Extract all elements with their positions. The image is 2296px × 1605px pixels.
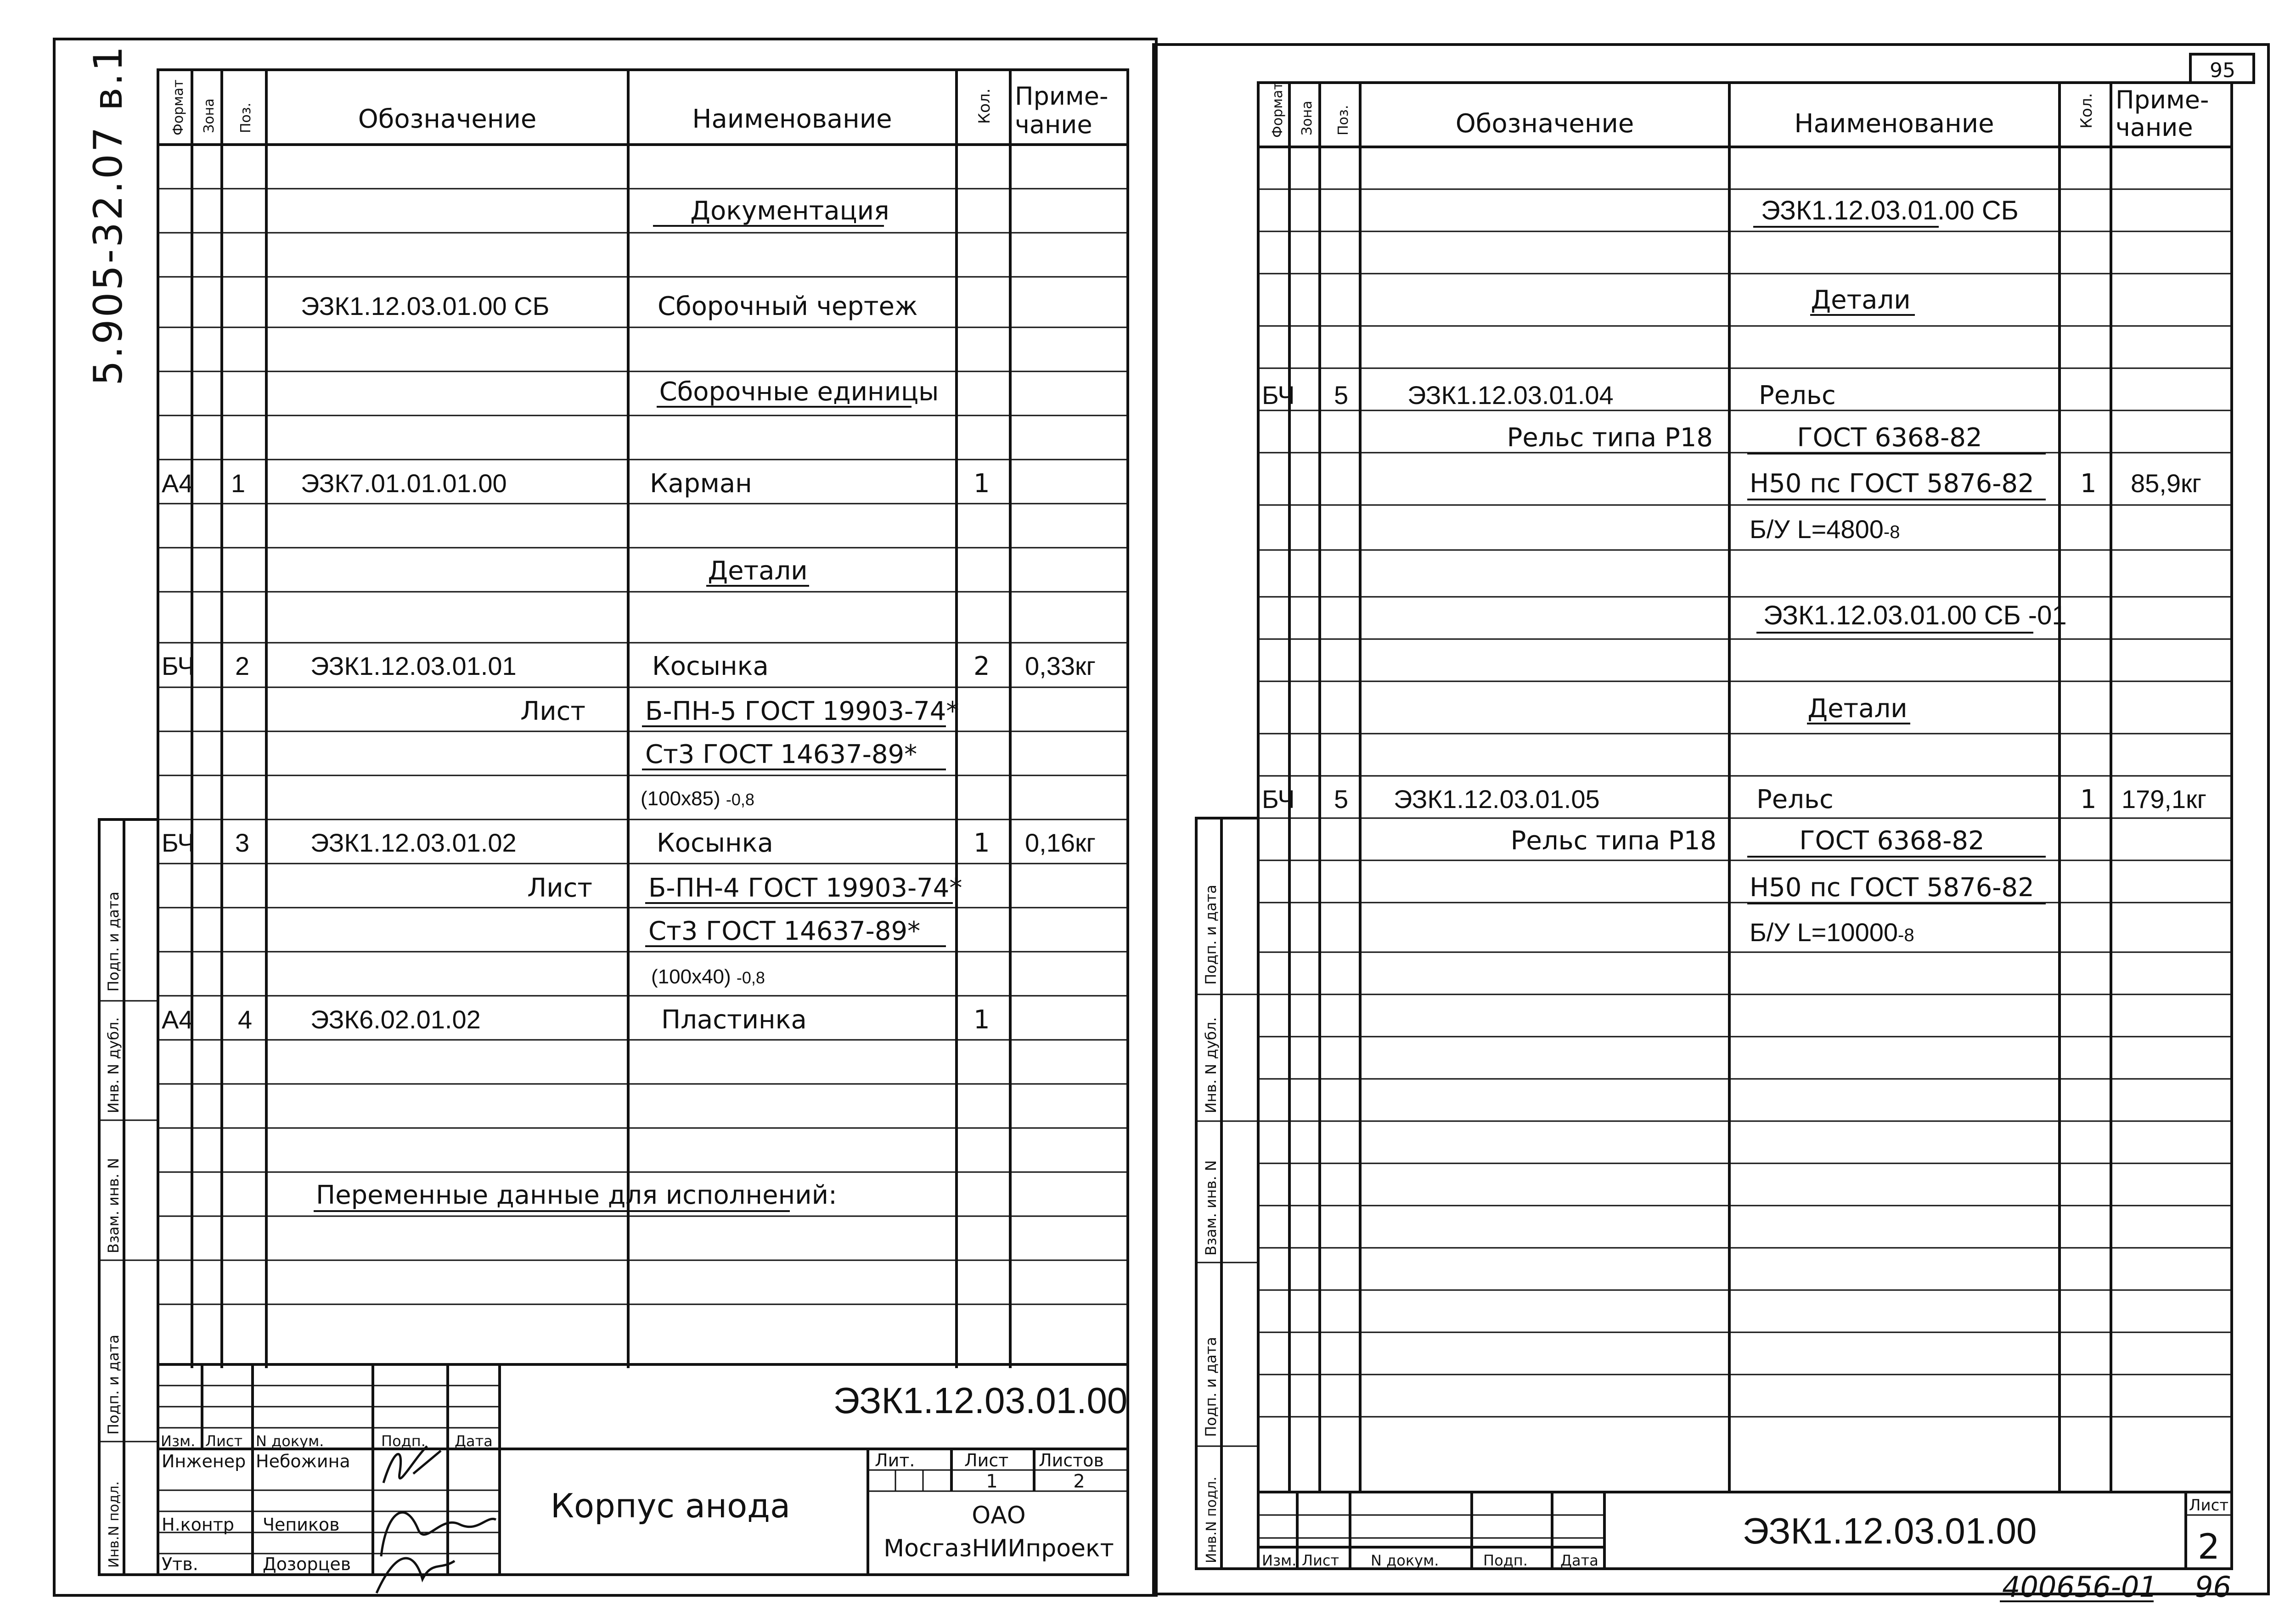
row2-format: БЧ — [162, 651, 195, 680]
tb-data: Дата — [455, 1432, 493, 1450]
row2-pos: 2 — [235, 651, 250, 680]
row2-material-2: Ст3 ГОСТ 14637-89* — [645, 740, 917, 769]
header-zone: Зона — [201, 98, 217, 133]
tb-designation: ЭЗК1.12.03.01.00 — [833, 1380, 1128, 1421]
tb-org-line2: МосгазНИИпроект — [884, 1535, 1114, 1562]
r-row2-name: Рельс — [1756, 785, 1834, 814]
stamp-vzam-inv: Взам. инв. N — [105, 1158, 122, 1253]
r-row2-gost: ГОСТ 6368-82 — [1799, 826, 1985, 856]
right-title-block — [1258, 1492, 2232, 1569]
r-row1-length: Б/У L=4800-8 — [1750, 515, 1900, 544]
row1-qty: 1 — [974, 469, 990, 499]
header-qty: Кол. — [975, 88, 994, 124]
tb-list: Лист — [205, 1432, 243, 1450]
row3-note: 0,16кг — [1025, 828, 1096, 857]
r-details-header-1: Детали — [1811, 285, 1911, 315]
r-row1-note: 85,9кг — [2131, 469, 2201, 498]
rtb-izm: Изм. — [1262, 1552, 1297, 1569]
r-header-designation: Обозначение — [1455, 109, 1634, 139]
r-stamp-inv-podl: Инв.N подл. — [1204, 1476, 1220, 1563]
page-number-top: 95 — [2210, 59, 2235, 82]
r-row2-format: БЧ — [1262, 785, 1295, 814]
row2-designation: ЭЗК1.12.03.01.01 — [310, 651, 517, 680]
stamp-podp-data-2: Подп. и дата — [105, 1335, 122, 1435]
row1-pos: 1 — [231, 469, 246, 498]
header-note-line2: чание — [1015, 110, 1092, 139]
rtb-designation: ЭЗК1.12.03.01.00 — [1742, 1510, 2037, 1551]
signature-engineer — [383, 1446, 441, 1483]
stamp-inv-dubl: Инв. N дубл. — [105, 1017, 122, 1113]
row3-qty: 1 — [974, 828, 990, 858]
tb-sheets-value: 2 — [1073, 1471, 1085, 1492]
r-sb01-header: ЭЗК1.12.03.01.00 СБ -01 — [1763, 600, 2067, 630]
row4-designation: ЭЗК6.02.01.02 — [310, 1005, 481, 1034]
r-row2-note: 179,1кг — [2122, 785, 2207, 814]
documentation-header: Документация — [690, 196, 889, 226]
doc-designation: ЭЗК1.12.03.01.00 СБ — [301, 292, 550, 320]
r-row1-gost: ГОСТ 6368-82 — [1797, 423, 1982, 453]
row2-name: Косынка — [652, 651, 769, 681]
row4-qty: 1 — [974, 1005, 990, 1035]
doc-name: Сборочный чертеж — [658, 292, 918, 321]
row3-material-1: Б-ПН-4 ГОСТ 19903-74* — [648, 873, 962, 903]
rtb-list-label: Лист — [2189, 1496, 2229, 1515]
tb-name-nkontr: Чепиков — [263, 1515, 340, 1535]
row3-size: (100x40) -0,8 — [651, 965, 765, 988]
r-row1-designation: ЭЗК1.12.03.01.04 — [1407, 381, 1614, 410]
left-sheet-border — [54, 39, 1156, 1595]
r-stamp-vzam-inv: Взам. инв. N — [1202, 1160, 1220, 1256]
header-pos: Поз. — [238, 102, 254, 133]
r-header-zone: Зона — [1299, 101, 1315, 135]
rtb-sheet-value: 2 — [2197, 1526, 2220, 1567]
rtb-list: Лист — [1302, 1552, 1339, 1569]
row1-name: Карман — [650, 469, 752, 499]
r-header-name: Наименование — [1794, 109, 1994, 139]
tb-role-utv: Утв. — [162, 1554, 198, 1574]
tb-name-engineer: Небожина — [256, 1451, 350, 1471]
rtb-data: Дата — [1560, 1552, 1598, 1569]
left-spec-table — [158, 70, 1128, 1368]
r-row1-name: Рельс — [1759, 381, 1836, 410]
row2-sheet-label: Лист — [520, 696, 585, 726]
row2-note: 0,33кг — [1025, 651, 1096, 680]
tb-name-utv: Дозорцев — [263, 1554, 351, 1574]
header-format: Формат — [170, 79, 186, 135]
tb-listov-label: Листов — [1039, 1450, 1104, 1470]
r-row1-material: Н50 пс ГОСТ 5876-82 — [1750, 469, 2034, 499]
r-row2-type: Рельс типа Р18 — [1510, 826, 1716, 856]
row3-material-2: Ст3 ГОСТ 14637-89* — [648, 916, 921, 946]
left-title-block — [158, 1364, 1128, 1593]
r-row1-format: БЧ — [1262, 381, 1295, 410]
tb-n-dokum: N докум. — [256, 1432, 324, 1450]
row4-pos: 4 — [238, 1005, 253, 1034]
r-row2-length: Б/У L=10000-8 — [1750, 918, 1914, 947]
tb-title: Корпус анода — [550, 1487, 791, 1525]
header-designation: Обозначение — [358, 104, 537, 134]
row3-pos: 3 — [235, 828, 250, 857]
r-row1-pos: 5 — [1334, 381, 1349, 410]
r-header-pos: Поз. — [1335, 105, 1351, 135]
row3-format: БЧ — [162, 828, 195, 857]
r-sb-header: ЭЗК1.12.03.01.00 СБ — [1761, 196, 2019, 225]
details-header: Детали — [708, 556, 808, 586]
r-header-note-line2: чание — [2116, 113, 2193, 142]
r-row1-qty: 1 — [2080, 469, 2097, 499]
left-side-stamp — [99, 819, 158, 1575]
row2-qty: 2 — [974, 651, 990, 681]
r-row2-pos: 5 — [1334, 785, 1349, 814]
stamp-inv-podl: Инв.N подл. — [106, 1481, 122, 1568]
tb-org-line1: ОАО — [972, 1502, 1026, 1529]
right-spec-table — [1258, 82, 2232, 1492]
header-name: Наименование — [692, 104, 892, 134]
row3-sheet-label: Лист — [527, 873, 592, 903]
archive-page: 96 — [2195, 1570, 2231, 1604]
assembly-header: Сборочные единицы — [659, 377, 939, 407]
side-code: 5.905-32.07 в.1 — [85, 44, 131, 386]
stamp-podp-data-1: Подп. и дата — [105, 892, 122, 992]
r-header-format: Формат — [1270, 82, 1286, 138]
r-header-note-line1: Приме- — [2116, 85, 2209, 114]
r-row1-type: Рельс типа Р18 — [1507, 423, 1713, 453]
tb-role-nkontr: Н.контр — [162, 1515, 234, 1535]
archive-number: 400656-01 — [2002, 1570, 2157, 1604]
tb-lit: Лит. — [875, 1450, 915, 1470]
signature-nkontr — [381, 1512, 496, 1556]
r-stamp-inv-dubl: Инв. N дубл. — [1202, 1017, 1220, 1113]
row3-name: Косынка — [657, 828, 773, 858]
row4-format: А4 — [162, 1005, 193, 1034]
r-row2-material: Н50 пс ГОСТ 5876-82 — [1750, 873, 2034, 903]
r-header-qty: Кол. — [2077, 93, 2096, 129]
header-note-line1: Приме- — [1015, 82, 1109, 111]
rtb-podp: Подп. — [1483, 1552, 1528, 1569]
row2-material-1: Б-ПН-5 ГОСТ 19903-74* — [645, 696, 959, 726]
tb-podp: Подп. — [381, 1432, 426, 1450]
r-stamp-podp-data-2: Подп. и дата — [1202, 1337, 1220, 1437]
r-details-header-2: Детали — [1807, 694, 1908, 724]
row2-size: (100x85) -0,8 — [641, 787, 754, 810]
row4-name: Пластинка — [661, 1005, 807, 1035]
row1-designation: ЭЗК7.01.01.01.00 — [301, 469, 507, 498]
tb-role-engineer: Инженер — [162, 1451, 246, 1471]
tb-sheet-value: 1 — [986, 1471, 998, 1492]
row1-format: А4 — [162, 469, 193, 498]
rtb-n-dokum: N докум. — [1371, 1552, 1439, 1569]
row3-designation: ЭЗК1.12.03.01.02 — [310, 828, 517, 857]
right-side-stamp — [1196, 818, 1258, 1569]
variable-data-label: Переменные данные для исполнений: — [316, 1180, 837, 1210]
r-row2-designation: ЭЗК1.12.03.01.05 — [1394, 785, 1600, 814]
tb-izm: Изм. — [161, 1432, 196, 1450]
tb-list-label: Лист — [964, 1450, 1009, 1470]
r-stamp-podp-data-1: Подп. и дата — [1202, 885, 1220, 985]
r-row2-qty: 1 — [2080, 785, 2097, 814]
